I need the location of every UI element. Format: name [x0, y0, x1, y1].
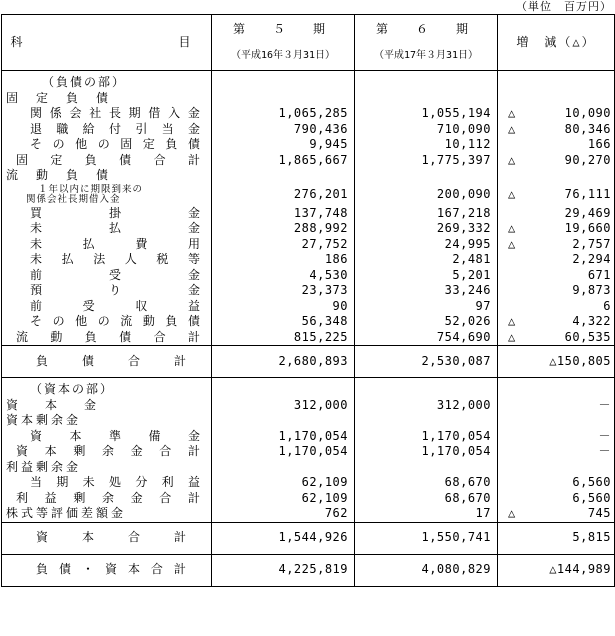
account-label — [2, 283, 212, 299]
account-label-text: 関 係 会 社 長 期 借 入 金 — [30, 106, 200, 120]
liabilities-total-row — [2, 346, 615, 378]
value-change — [498, 221, 615, 237]
change-amount: 60,535 — [564, 329, 611, 344]
value-change — [498, 398, 615, 414]
account-label-text: 当 期 未 処 分 利 益 — [30, 475, 200, 489]
account-label-text: （負債の部） — [42, 75, 127, 89]
account-label-text: 退 職 給 付 引 当 金 — [30, 121, 200, 136]
account-label — [2, 346, 212, 378]
change-amount: △150,805 — [549, 353, 611, 368]
table-row — [2, 491, 615, 507]
change-amount: 5,815 — [572, 530, 611, 545]
change-amount: 166 — [587, 137, 611, 151]
change-amount: 2,757 — [572, 236, 611, 251]
account-label-text: 資 本 剰 余 金 合 計 — [16, 444, 200, 458]
account-label-text: 株式等評価差額金 — [6, 506, 127, 520]
account-label-text: 固 定 負 債 合 計 — [16, 152, 200, 167]
value-change — [498, 460, 615, 476]
value-period5: 1,065,285 — [212, 106, 355, 122]
value-change — [498, 184, 615, 206]
value-period6: 68,670 — [355, 475, 498, 491]
account-label-text: 固 定 負 債 — [6, 90, 112, 105]
value-period6: 10,112 — [355, 137, 498, 153]
group-current-liabilities — [2, 168, 615, 184]
value-change — [498, 475, 615, 491]
negative-triangle: △ — [508, 506, 516, 520]
account-label-text: 資 本 合 計 — [36, 530, 186, 545]
value-period6: 1,775,397 — [355, 153, 498, 169]
change-amount: 2,294 — [572, 252, 611, 266]
header-period6: 第 ６ 期 （平成17年３月31日） — [355, 15, 498, 71]
account-label-text: 前 受 収 益 — [30, 298, 200, 313]
table-row — [2, 137, 615, 153]
table-row — [2, 283, 615, 299]
header-period5: 第 ５ 期 （平成16年３月31日） — [212, 15, 355, 71]
account-label — [2, 475, 212, 491]
account-label — [2, 554, 212, 586]
header-row — [2, 15, 615, 71]
value-period5: 1,865,667 — [212, 153, 355, 169]
account-label — [2, 522, 212, 554]
value-change — [498, 122, 615, 138]
change-amount: △144,989 — [549, 562, 611, 577]
value-period6: 5,201 — [355, 268, 498, 284]
grand-total-row — [2, 554, 615, 586]
value-period6 — [355, 413, 498, 429]
account-label — [2, 314, 212, 330]
table-row — [2, 184, 615, 206]
value-period6: 2,481 — [355, 252, 498, 268]
value-period6 — [355, 168, 498, 184]
account-label — [2, 398, 212, 414]
account-label — [2, 268, 212, 284]
value-period5: 1,170,054 — [212, 429, 355, 445]
change-amount: － — [598, 397, 611, 412]
table-row — [2, 330, 615, 346]
value-change — [498, 491, 615, 507]
table-row — [2, 413, 615, 429]
value-period6: 1,170,054 — [355, 444, 498, 460]
account-label-text: 未 払 費 用 — [30, 236, 200, 251]
negative-triangle: △ — [508, 186, 516, 201]
header-change: 増 減（△） — [498, 15, 615, 71]
account-label — [2, 91, 212, 107]
value-period6: 1,170,054 — [355, 429, 498, 445]
account-label — [2, 168, 212, 184]
value-period5: 815,225 — [212, 330, 355, 346]
change-amount: － — [598, 444, 611, 458]
account-label — [2, 252, 212, 268]
value-period5: 762 — [212, 506, 355, 522]
negative-triangle: △ — [508, 314, 516, 328]
table-row — [2, 314, 615, 330]
change-amount: 90,270 — [564, 152, 611, 167]
account-label-text: 未 払 金 — [30, 221, 200, 235]
value-change — [498, 206, 615, 222]
value-period5: 62,109 — [212, 475, 355, 491]
account-label-text: 前 受 金 — [30, 267, 200, 282]
account-label — [2, 221, 212, 237]
value-period5: 288,992 — [212, 221, 355, 237]
account-label-text: （資本の部） — [30, 382, 115, 396]
table-row — [2, 299, 615, 315]
value-period5: 312,000 — [212, 398, 355, 414]
value-period6: 68,670 — [355, 491, 498, 507]
table-row — [2, 475, 615, 491]
account-label-text: 負 債 合 計 — [36, 353, 186, 368]
account-label — [2, 378, 212, 398]
value-period6: 2,530,087 — [355, 346, 498, 378]
value-period6: 17 — [355, 506, 498, 522]
change-amount: 76,111 — [564, 186, 611, 201]
account-label-text: 流 動 負 債 合 計 — [16, 329, 200, 344]
account-label — [2, 299, 212, 315]
group-fixed-liabilities — [2, 91, 615, 107]
account-label-text: 利 益 剰 余 金 合 計 — [16, 490, 200, 505]
unit-label: （単位 百万円） — [516, 0, 612, 13]
value-period5 — [212, 168, 355, 184]
account-label — [2, 106, 212, 122]
value-period6: 200,090 — [355, 184, 498, 206]
table-row — [2, 252, 615, 268]
value-change — [498, 346, 615, 378]
value-period5: 4,225,819 — [212, 554, 355, 586]
value-period5 — [212, 91, 355, 107]
negative-triangle: △ — [508, 152, 516, 167]
account-label — [2, 184, 212, 206]
table-row — [2, 122, 615, 138]
value-period5 — [212, 71, 355, 91]
change-amount: 6,560 — [572, 490, 611, 505]
table-row — [2, 237, 615, 253]
value-period6: 167,218 — [355, 206, 498, 222]
table-row — [2, 106, 615, 122]
value-change — [498, 522, 615, 554]
account-label-line2: 関係会社長期借入金 — [26, 193, 121, 205]
account-label-text: そ の 他 の 流 動 負 債 — [30, 314, 200, 328]
value-change — [498, 554, 615, 586]
value-change — [498, 429, 615, 445]
change-amount: 671 — [587, 267, 611, 282]
negative-triangle: △ — [508, 221, 516, 235]
value-change — [498, 153, 615, 169]
change-amount: 80,346 — [564, 121, 611, 136]
account-label-text: 利益剰余金 — [6, 459, 82, 474]
table-row — [2, 429, 615, 445]
value-period6: 269,332 — [355, 221, 498, 237]
account-label-text: 未 払 法 人 税 等 — [30, 252, 200, 266]
change-amount: 29,469 — [564, 205, 611, 220]
value-period5: 62,109 — [212, 491, 355, 507]
value-period5: 90 — [212, 299, 355, 315]
value-change — [498, 283, 615, 299]
negative-triangle: △ — [508, 106, 516, 120]
value-period6: 52,026 — [355, 314, 498, 330]
value-change — [498, 71, 615, 91]
value-period6: 1,055,194 — [355, 106, 498, 122]
change-amount: 9,873 — [572, 283, 611, 297]
value-change — [498, 378, 615, 398]
section-equity — [2, 378, 615, 398]
value-period5: 276,201 — [212, 184, 355, 206]
value-change — [498, 168, 615, 184]
value-period5 — [212, 460, 355, 476]
value-period5: 790,436 — [212, 122, 355, 138]
value-change — [498, 299, 615, 315]
value-period6: 4,080,829 — [355, 554, 498, 586]
account-label-line1: １年以内に期限到来の — [38, 183, 144, 195]
account-label — [2, 122, 212, 138]
value-period5: 1,544,926 — [212, 522, 355, 554]
value-change — [498, 106, 615, 122]
value-period5: 137,748 — [212, 206, 355, 222]
value-change — [498, 444, 615, 460]
table-row — [2, 268, 615, 284]
account-label-text: 流 動 負 債 — [6, 168, 112, 182]
value-change — [498, 252, 615, 268]
account-label-text: 買 掛 金 — [30, 205, 200, 220]
account-label-text: 資本剰余金 — [6, 413, 82, 427]
table-row — [2, 221, 615, 237]
account-label — [2, 460, 212, 476]
value-period5: 186 — [212, 252, 355, 268]
account-label — [2, 153, 212, 169]
table-row — [2, 506, 615, 522]
change-amount: 6,560 — [572, 475, 611, 489]
value-period5: 1,170,054 — [212, 444, 355, 460]
change-amount: － — [598, 428, 611, 443]
value-period6 — [355, 71, 498, 91]
change-amount: 19,660 — [564, 221, 611, 235]
value-change — [498, 237, 615, 253]
table-row — [2, 153, 615, 169]
value-period6: 97 — [355, 299, 498, 315]
account-label — [2, 491, 212, 507]
table-row — [2, 398, 615, 414]
value-period6: 1,550,741 — [355, 522, 498, 554]
account-label — [2, 71, 212, 91]
value-period6: 33,246 — [355, 283, 498, 299]
account-label — [2, 137, 212, 153]
value-period6 — [355, 378, 498, 398]
value-period5: 23,373 — [212, 283, 355, 299]
account-label — [2, 237, 212, 253]
value-period6: 710,090 — [355, 122, 498, 138]
account-label-text: そ の 他 の 固 定 負 債 — [30, 137, 200, 151]
negative-triangle: △ — [508, 329, 516, 344]
value-period5: 9,945 — [212, 137, 355, 153]
value-change — [498, 330, 615, 346]
account-label — [2, 506, 212, 522]
account-label — [2, 330, 212, 346]
value-period5: 27,752 — [212, 237, 355, 253]
value-period5: 56,348 — [212, 314, 355, 330]
change-amount: 745 — [587, 506, 611, 520]
section-liabilities — [2, 71, 615, 91]
value-period5: 2,680,893 — [212, 346, 355, 378]
account-label-text: 資 本 金 — [6, 397, 96, 412]
value-period5: 4,530 — [212, 268, 355, 284]
value-period6: 754,690 — [355, 330, 498, 346]
account-label-text: 資 本 準 備 金 — [30, 428, 200, 443]
account-label — [2, 429, 212, 445]
change-amount: 4,322 — [572, 314, 611, 328]
value-change — [498, 506, 615, 522]
negative-triangle: △ — [508, 121, 516, 136]
value-change — [498, 91, 615, 107]
header-account: 科 目 — [2, 15, 212, 71]
equity-total-row — [2, 522, 615, 554]
account-label-text: 負 債 ・ 資 本 合 計 — [36, 562, 186, 577]
value-period6 — [355, 91, 498, 107]
value-period6 — [355, 460, 498, 476]
value-period6: 24,995 — [355, 237, 498, 253]
value-period5 — [212, 413, 355, 429]
change-amount: 6 — [603, 298, 611, 313]
account-label — [2, 444, 212, 460]
value-change — [498, 413, 615, 429]
account-label — [2, 413, 212, 429]
balance-sheet-table — [1, 14, 615, 587]
value-period6: 312,000 — [355, 398, 498, 414]
negative-triangle: △ — [508, 236, 516, 251]
account-label — [2, 206, 212, 222]
value-change — [498, 314, 615, 330]
value-period5 — [212, 378, 355, 398]
table-row — [2, 206, 615, 222]
change-amount: 10,090 — [564, 106, 611, 120]
value-change — [498, 268, 615, 284]
account-label-text: 預 り 金 — [30, 283, 200, 297]
table-row — [2, 444, 615, 460]
table-row — [2, 460, 615, 476]
value-change — [498, 137, 615, 153]
